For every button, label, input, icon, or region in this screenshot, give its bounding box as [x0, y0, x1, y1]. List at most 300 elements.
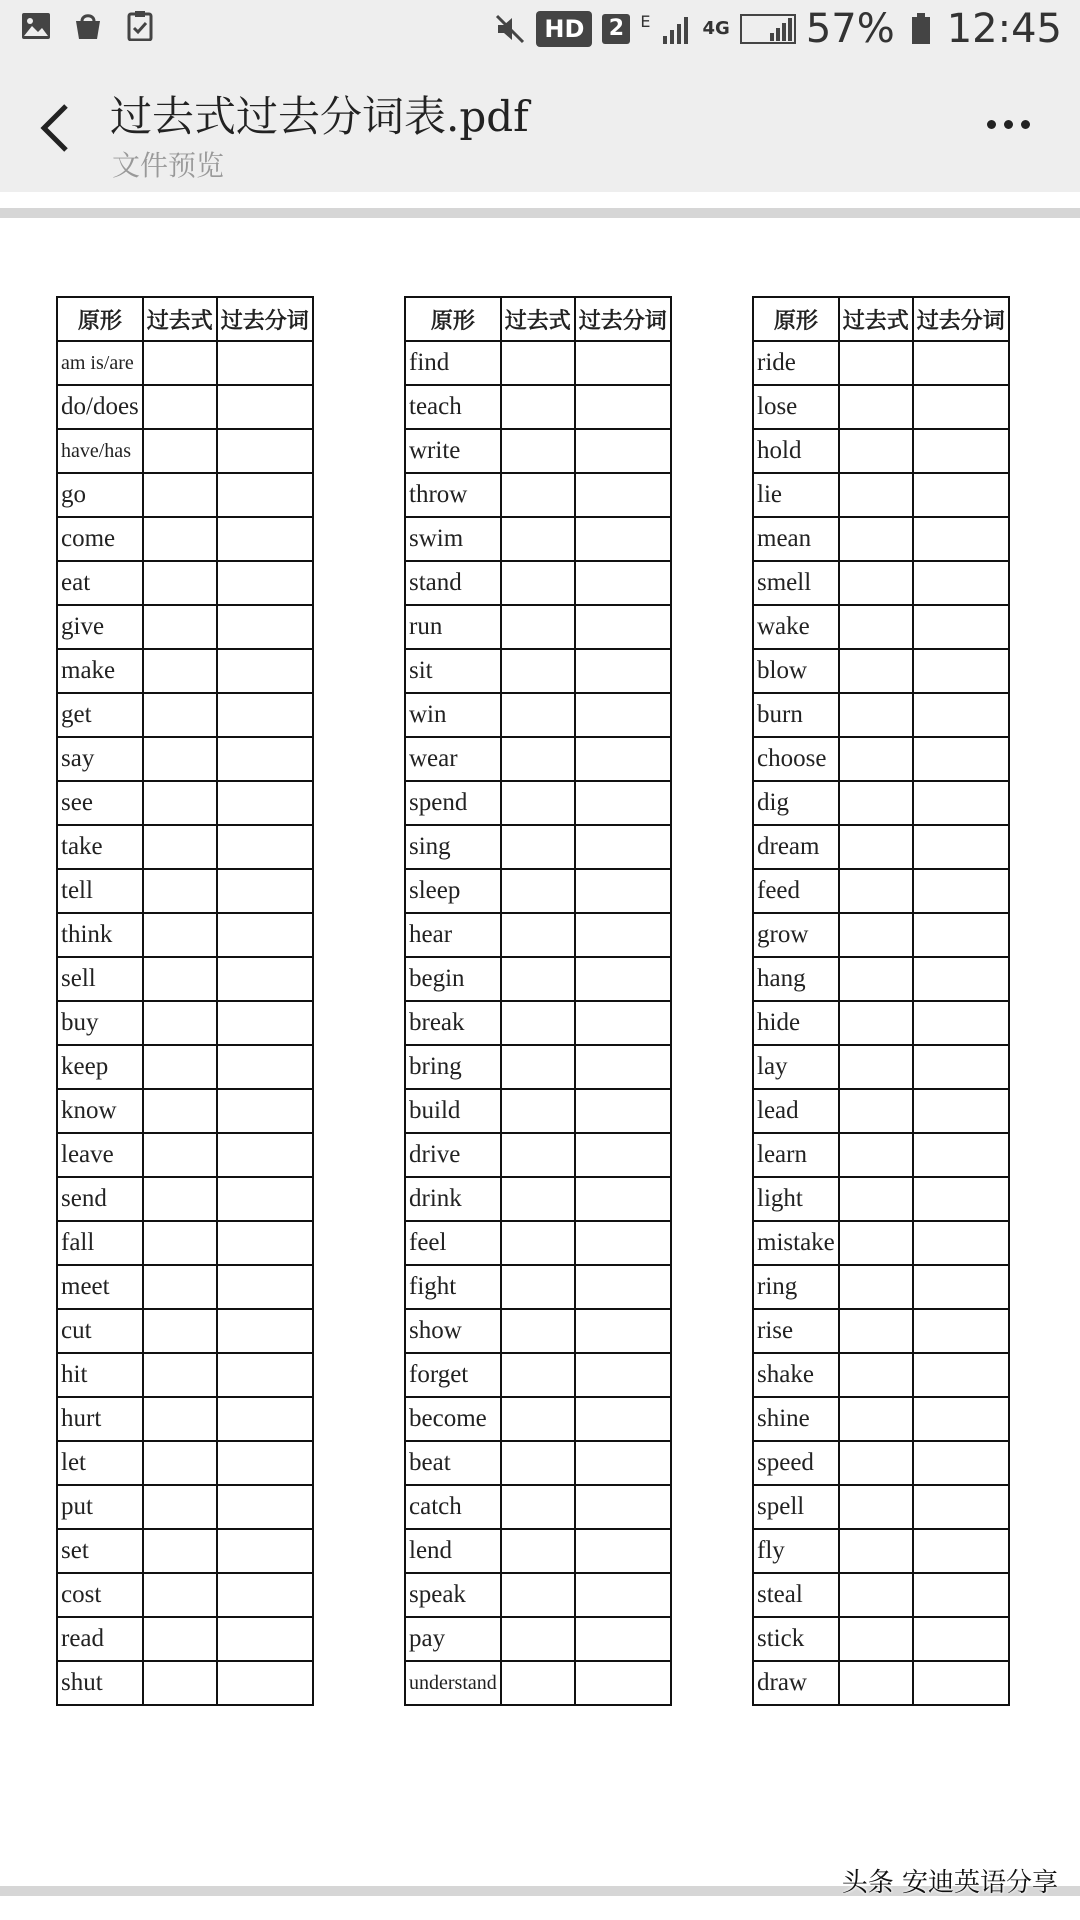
base-form-cell: fall — [57, 1221, 143, 1265]
base-form-cell: go — [57, 473, 143, 517]
past-tense-cell — [839, 737, 913, 781]
base-form-cell: lend — [405, 1529, 501, 1573]
past-tense-cell — [143, 781, 217, 825]
past-participle-cell — [913, 1089, 1009, 1133]
past-tense-cell — [501, 1353, 575, 1397]
more-dot-icon — [1004, 120, 1013, 129]
table-row — [57, 1133, 313, 1177]
base-form-cell: dig — [753, 781, 839, 825]
past-tense-cell — [839, 561, 913, 605]
table-row — [57, 1573, 313, 1617]
past-tense-cell — [839, 649, 913, 693]
table-row — [753, 1353, 1009, 1397]
past-tense-cell — [839, 517, 913, 561]
past-tense-cell — [501, 693, 575, 737]
past-tense-cell — [501, 1133, 575, 1177]
back-button[interactable] — [36, 100, 76, 156]
past-participle-cell — [217, 1485, 313, 1529]
table-header-row — [753, 297, 1009, 341]
base-form-cell: tell — [57, 869, 143, 913]
table-row — [753, 1133, 1009, 1177]
table-header-row — [405, 297, 671, 341]
table-row — [753, 957, 1009, 1001]
past-participle-cell — [575, 1661, 671, 1705]
base-form-cell: cut — [57, 1309, 143, 1353]
table-row — [57, 517, 313, 561]
column-header: 过去分词 — [913, 297, 1009, 341]
column-header: 过去分词 — [217, 297, 313, 341]
past-tense-cell — [839, 1001, 913, 1045]
table-row — [57, 737, 313, 781]
base-form-cell: send — [57, 1177, 143, 1221]
table-row — [57, 385, 313, 429]
table-row — [405, 1485, 671, 1529]
column-header: 过去式 — [839, 297, 913, 341]
table-row — [57, 1045, 313, 1089]
past-tense-cell — [501, 1001, 575, 1045]
base-form-cell: fight — [405, 1265, 501, 1309]
past-participle-cell — [217, 385, 313, 429]
past-participle-cell — [217, 825, 313, 869]
column-header: 原形 — [405, 297, 501, 341]
table-row — [753, 1309, 1009, 1353]
past-tense-cell — [839, 957, 913, 1001]
past-participle-cell — [575, 429, 671, 473]
table-row — [405, 825, 671, 869]
past-participle-cell — [575, 1529, 671, 1573]
past-participle-cell — [913, 1133, 1009, 1177]
table-row — [405, 869, 671, 913]
table-row — [57, 1485, 313, 1529]
table-row — [405, 605, 671, 649]
table-row — [57, 429, 313, 473]
base-form-cell: keep — [57, 1045, 143, 1089]
base-form-cell: fly — [753, 1529, 839, 1573]
past-tense-cell — [501, 1397, 575, 1441]
past-tense-cell — [143, 1265, 217, 1309]
past-participle-cell — [913, 825, 1009, 869]
table-row — [405, 649, 671, 693]
past-tense-cell — [839, 1441, 913, 1485]
table-row — [57, 781, 313, 825]
table-row — [57, 1397, 313, 1441]
base-form-cell: shine — [753, 1397, 839, 1441]
base-form-cell: mean — [753, 517, 839, 561]
table-row — [405, 913, 671, 957]
past-participle-cell — [217, 1617, 313, 1661]
past-tense-cell — [143, 1661, 217, 1705]
past-participle-cell — [575, 1573, 671, 1617]
clock: 12:45 — [946, 6, 1062, 52]
base-form-cell: read — [57, 1617, 143, 1661]
base-form-cell: beat — [405, 1441, 501, 1485]
past-participle-cell — [217, 693, 313, 737]
past-participle-cell — [575, 1353, 671, 1397]
past-participle-cell — [575, 649, 671, 693]
table-row — [57, 473, 313, 517]
base-form-cell: feed — [753, 869, 839, 913]
past-participle-cell — [913, 473, 1009, 517]
past-tense-cell — [143, 1573, 217, 1617]
base-form-cell: hide — [753, 1001, 839, 1045]
past-participle-cell — [913, 913, 1009, 957]
past-tense-cell — [839, 825, 913, 869]
column-header: 过去式 — [501, 297, 575, 341]
past-participle-cell — [913, 1221, 1009, 1265]
past-participle-cell — [913, 649, 1009, 693]
table-row — [57, 1309, 313, 1353]
clipboard-check-icon — [124, 10, 156, 42]
base-form-cell: rise — [753, 1309, 839, 1353]
base-form-cell: ring — [753, 1265, 839, 1309]
base-form-cell: hit — [57, 1353, 143, 1397]
past-tense-cell — [143, 913, 217, 957]
past-tense-cell — [143, 693, 217, 737]
past-tense-cell — [839, 1617, 913, 1661]
past-tense-cell — [143, 649, 217, 693]
table-row — [753, 517, 1009, 561]
table-row — [405, 957, 671, 1001]
past-participle-cell — [575, 1485, 671, 1529]
base-form-cell: lose — [753, 385, 839, 429]
past-tense-cell — [501, 1265, 575, 1309]
base-form-cell: set — [57, 1529, 143, 1573]
more-dot-icon — [1021, 120, 1030, 129]
past-tense-cell — [143, 1353, 217, 1397]
past-tense-cell — [501, 1485, 575, 1529]
past-participle-cell — [913, 517, 1009, 561]
table-row — [57, 341, 313, 385]
past-participle-cell — [913, 869, 1009, 913]
table-row — [57, 1265, 313, 1309]
table-row — [57, 825, 313, 869]
table-row — [405, 1177, 671, 1221]
past-participle-cell — [913, 1309, 1009, 1353]
base-form-cell: steal — [753, 1573, 839, 1617]
base-form-cell: sell — [57, 957, 143, 1001]
base-form-cell: blow — [753, 649, 839, 693]
base-form-cell: run — [405, 605, 501, 649]
past-tense-cell — [839, 693, 913, 737]
base-form-cell: am is/are — [57, 341, 143, 385]
table-row — [753, 1045, 1009, 1089]
base-form-cell: give — [57, 605, 143, 649]
past-participle-cell — [217, 517, 313, 561]
past-tense-cell — [839, 385, 913, 429]
past-participle-cell — [575, 473, 671, 517]
base-form-cell: light — [753, 1177, 839, 1221]
past-participle-cell — [217, 957, 313, 1001]
table-row — [753, 605, 1009, 649]
past-tense-cell — [143, 737, 217, 781]
base-form-cell: stick — [753, 1617, 839, 1661]
past-tense-cell — [839, 341, 913, 385]
past-tense-cell — [501, 1529, 575, 1573]
base-form-cell: burn — [753, 693, 839, 737]
past-participle-cell — [575, 1441, 671, 1485]
past-participle-cell — [575, 1001, 671, 1045]
past-participle-cell — [575, 737, 671, 781]
past-tense-cell — [143, 957, 217, 1001]
base-form-cell: hold — [753, 429, 839, 473]
table-row — [57, 1529, 313, 1573]
base-form-cell: put — [57, 1485, 143, 1529]
past-participle-cell — [217, 913, 313, 957]
past-participle-cell — [217, 1045, 313, 1089]
past-participle-cell — [217, 1661, 313, 1705]
table-row — [753, 869, 1009, 913]
table-row — [753, 1485, 1009, 1529]
past-tense-cell — [143, 1617, 217, 1661]
past-participle-cell — [217, 1221, 313, 1265]
past-tense-cell — [143, 1001, 217, 1045]
base-form-cell: mistake — [753, 1221, 839, 1265]
past-tense-cell — [143, 1441, 217, 1485]
past-participle-cell — [575, 1177, 671, 1221]
more-dot-icon — [987, 120, 996, 129]
base-form-cell: smell — [753, 561, 839, 605]
base-form-cell: choose — [753, 737, 839, 781]
table-row — [753, 429, 1009, 473]
past-participle-cell — [217, 1089, 313, 1133]
base-form-cell: grow — [753, 913, 839, 957]
past-participle-cell — [913, 1045, 1009, 1089]
past-participle-cell — [217, 1265, 313, 1309]
base-form-cell: win — [405, 693, 501, 737]
table-row — [405, 737, 671, 781]
base-form-cell: know — [57, 1089, 143, 1133]
table-row — [753, 825, 1009, 869]
past-tense-cell — [501, 781, 575, 825]
watermark: 头条 安迪英语分享 — [841, 1868, 1058, 1898]
past-participle-cell — [575, 561, 671, 605]
past-tense-cell — [839, 1177, 913, 1221]
network-type-4g: 4G — [702, 18, 730, 39]
past-participle-cell — [913, 561, 1009, 605]
past-tense-cell — [839, 473, 913, 517]
past-participle-cell — [575, 1133, 671, 1177]
past-tense-cell — [839, 913, 913, 957]
past-participle-cell — [575, 1265, 671, 1309]
base-form-cell: lay — [753, 1045, 839, 1089]
document-subtitle: 文件预览 — [112, 149, 225, 182]
past-participle-cell — [575, 1089, 671, 1133]
past-tense-cell — [839, 429, 913, 473]
sim-slot-badge: 2 — [602, 14, 630, 44]
past-participle-cell — [217, 429, 313, 473]
past-participle-cell — [913, 781, 1009, 825]
past-participle-cell — [217, 341, 313, 385]
base-form-cell: drive — [405, 1133, 501, 1177]
past-participle-cell — [575, 1045, 671, 1089]
past-tense-cell — [501, 1573, 575, 1617]
table-row — [405, 1089, 671, 1133]
past-participle-cell — [575, 781, 671, 825]
table-row — [753, 1441, 1009, 1485]
base-form-cell: wear — [405, 737, 501, 781]
table-row — [405, 1265, 671, 1309]
past-tense-cell — [143, 1221, 217, 1265]
past-tense-cell — [839, 1485, 913, 1529]
battery-icon — [905, 13, 937, 45]
table-row — [57, 1441, 313, 1485]
past-participle-cell — [913, 605, 1009, 649]
base-form-cell: find — [405, 341, 501, 385]
table-row — [405, 1397, 671, 1441]
past-participle-cell — [913, 1573, 1009, 1617]
base-form-cell: take — [57, 825, 143, 869]
table-row — [753, 1529, 1009, 1573]
past-tense-cell — [143, 1045, 217, 1089]
table-row — [753, 913, 1009, 957]
table-row — [753, 473, 1009, 517]
table-row — [405, 473, 671, 517]
past-participle-cell — [217, 605, 313, 649]
past-participle-cell — [575, 1309, 671, 1353]
base-form-cell: think — [57, 913, 143, 957]
table-header-row — [57, 297, 313, 341]
past-tense-cell — [501, 1089, 575, 1133]
past-participle-cell — [217, 561, 313, 605]
table-row — [405, 1001, 671, 1045]
base-form-cell: speed — [753, 1441, 839, 1485]
table-row — [753, 737, 1009, 781]
table-row — [57, 649, 313, 693]
past-participle-cell — [575, 1617, 671, 1661]
table-row — [753, 1089, 1009, 1133]
past-tense-cell — [839, 869, 913, 913]
past-participle-cell — [913, 429, 1009, 473]
past-participle-cell — [913, 737, 1009, 781]
base-form-cell: sit — [405, 649, 501, 693]
table-row — [753, 1001, 1009, 1045]
table-row — [405, 1441, 671, 1485]
column-header: 过去分词 — [575, 297, 671, 341]
base-form-cell: stand — [405, 561, 501, 605]
past-participle-cell — [217, 1441, 313, 1485]
past-tense-cell — [501, 1221, 575, 1265]
past-tense-cell — [839, 605, 913, 649]
base-form-cell: bring — [405, 1045, 501, 1089]
base-form-cell: hang — [753, 957, 839, 1001]
base-form-cell: write — [405, 429, 501, 473]
base-form-cell: ride — [753, 341, 839, 385]
past-tense-cell — [839, 1221, 913, 1265]
past-tense-cell — [143, 561, 217, 605]
table-row — [405, 693, 671, 737]
past-participle-cell — [913, 1001, 1009, 1045]
past-participle-cell — [217, 781, 313, 825]
table-row — [753, 781, 1009, 825]
table-row — [57, 693, 313, 737]
past-participle-cell — [217, 1397, 313, 1441]
base-form-cell: draw — [753, 1661, 839, 1705]
table-row — [405, 385, 671, 429]
table-row — [57, 1089, 313, 1133]
past-participle-cell — [913, 693, 1009, 737]
past-participle-cell — [575, 605, 671, 649]
base-form-cell: meet — [57, 1265, 143, 1309]
past-tense-cell — [839, 1397, 913, 1441]
mute-icon — [494, 13, 526, 45]
base-form-cell: drink — [405, 1177, 501, 1221]
base-form-cell: get — [57, 693, 143, 737]
past-tense-cell — [839, 1309, 913, 1353]
battery-percent: 57% — [805, 6, 895, 52]
table-row — [753, 1397, 1009, 1441]
past-tense-cell — [839, 1353, 913, 1397]
past-tense-cell — [143, 385, 217, 429]
base-form-cell: sleep — [405, 869, 501, 913]
appbar-divider — [0, 208, 1080, 218]
past-participle-cell — [913, 1353, 1009, 1397]
past-participle-cell — [913, 385, 1009, 429]
table-row — [405, 561, 671, 605]
past-tense-cell — [143, 1309, 217, 1353]
network-type-e: E — [640, 12, 651, 31]
past-tense-cell — [143, 1529, 217, 1573]
past-participle-cell — [913, 1265, 1009, 1309]
past-participle-cell — [217, 1309, 313, 1353]
base-form-cell: speak — [405, 1573, 501, 1617]
base-form-cell: dream — [753, 825, 839, 869]
base-form-cell: see — [57, 781, 143, 825]
table-row — [57, 869, 313, 913]
more-options-button[interactable] — [987, 120, 1030, 129]
past-participle-cell — [913, 1485, 1009, 1529]
past-participle-cell — [575, 517, 671, 561]
base-form-cell: become — [405, 1397, 501, 1441]
base-form-cell: lie — [753, 473, 839, 517]
base-form-cell: shut — [57, 1661, 143, 1705]
past-tense-cell — [839, 1045, 913, 1089]
past-tense-cell — [143, 473, 217, 517]
past-tense-cell — [839, 1573, 913, 1617]
table-row — [753, 561, 1009, 605]
table-row — [405, 781, 671, 825]
table-row — [405, 517, 671, 561]
past-tense-cell — [839, 1265, 913, 1309]
table-row — [753, 1617, 1009, 1661]
table-row — [57, 1001, 313, 1045]
past-tense-cell — [839, 1529, 913, 1573]
past-participle-cell — [575, 869, 671, 913]
base-form-cell: say — [57, 737, 143, 781]
past-participle-cell — [575, 1221, 671, 1265]
past-participle-cell — [913, 957, 1009, 1001]
base-form-cell: understand — [405, 1661, 501, 1705]
past-participle-cell — [575, 825, 671, 869]
past-tense-cell — [839, 1661, 913, 1705]
table-row — [57, 1617, 313, 1661]
base-form-cell: let — [57, 1441, 143, 1485]
past-tense-cell — [501, 1441, 575, 1485]
signal-4g-icon — [740, 13, 796, 45]
table-row — [405, 1617, 671, 1661]
base-form-cell: throw — [405, 473, 501, 517]
status-bar — [0, 0, 1080, 64]
verb-table-2 — [404, 296, 672, 1706]
table-row — [753, 1221, 1009, 1265]
table-row — [405, 1309, 671, 1353]
column-header: 原形 — [753, 297, 839, 341]
system-status — [494, 6, 1062, 52]
past-tense-cell — [501, 517, 575, 561]
past-tense-cell — [839, 1089, 913, 1133]
past-participle-cell — [575, 913, 671, 957]
base-form-cell: spell — [753, 1485, 839, 1529]
past-tense-cell — [501, 825, 575, 869]
